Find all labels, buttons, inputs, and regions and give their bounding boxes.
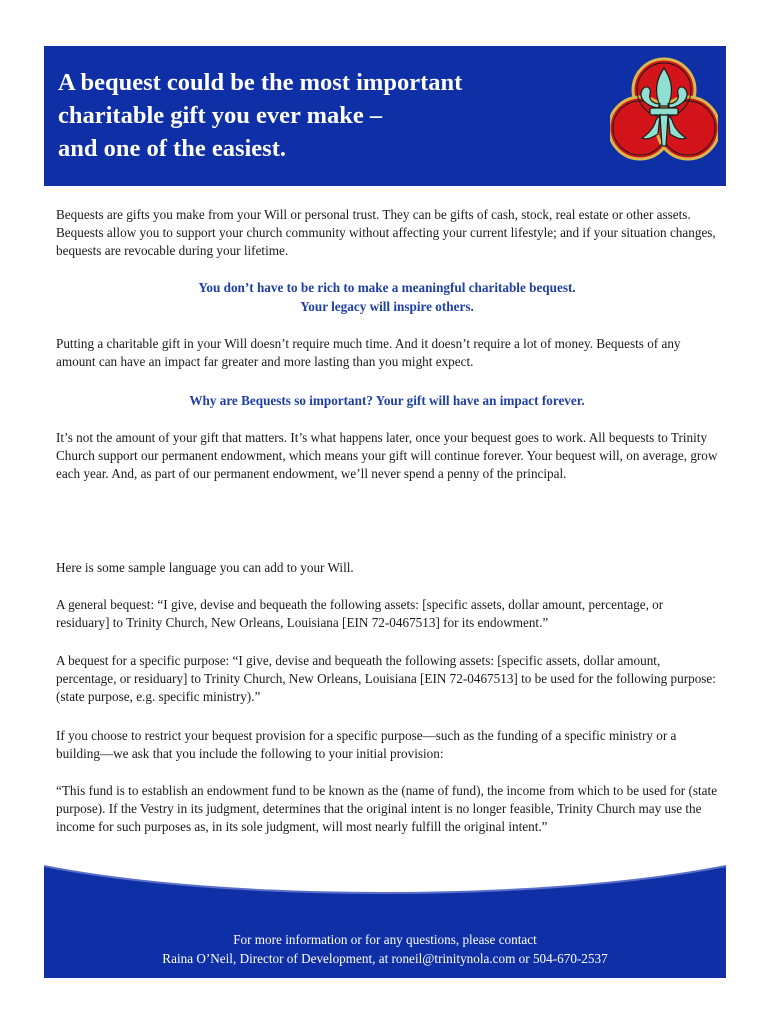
callout-rich-line-2: Your legacy will inspire others. [300, 298, 474, 314]
title-line-2: charitable gift you ever make – [58, 102, 383, 129]
callout-rich [56, 279, 718, 316]
fund-clause-paragraph: “This fund is to establish an endowment fund to be known as the (name of fund), the income from which to be used for (state purpose). If the Vestry in its judgment, determines that the original intent is no longer feasible, Trinity Church may use the income for such purposes as, in its sole judgment, will most nearly fulfill the original intent.” [56, 783, 718, 835]
general-bequest-paragraph: A general bequest: “I give, devise and bequeath the following assets: [specific assets, dollar amount, percentage, or residuary] to Trinity Church, New Orleans, Louisiana [EIN 72-0467513] for its endowment.” [56, 597, 664, 631]
restrict-paragraph: If you choose to restrict your bequest provision for a specific purpose—such as the funding of a specific ministry or a building—we ask that you include the following to your initial provision: [56, 728, 677, 762]
specific-purpose-paragraph: A bequest for a specific purpose: “I give, devise and bequeath the following assets: [specific assets, dollar amount, percentage, or residuary] to Trinity Church, New Orleans, Louisiana [EIN 72-0467513] to be used for the following purpose: (state purpose, e.g. specific ministry).” [56, 653, 716, 705]
footer-banner [44, 860, 726, 978]
title-line-3: and one of the easiest. [58, 135, 286, 162]
callout-rich-line-1: You don’t have to be rich to make a meaningful charitable bequest. [198, 280, 576, 295]
footer-line-2: Raina O’Neil, Director of Development, at roneil@trinitynola.com or 504-670-2537 [162, 951, 608, 966]
trinity-fleur-de-lis-logo-icon [610, 54, 718, 166]
title-line-1: A bequest could be the most important [58, 69, 463, 96]
footer-contact [44, 930, 726, 968]
callout-importance [56, 392, 718, 411]
intro-paragraph: Bequests are gifts you make from your Will or personal trust. They can be gifts of cash, stock, real estate or other assets. Bequests allow you to support your church community without affecting your current lifestyle; and if your situation changes, bequests are revocable during your lifetime. [56, 207, 716, 259]
impact-paragraph: It’s not the amount of your gift that matters. It’s what happens later, once your bequest goes to work. All bequests to Trinity Church support our permanent endowment, which means your gift will continue forever. Your bequest will, on average, grow each year. And, as part of our permanent endowment, we’ll never spend a penny of the principal. [56, 430, 718, 482]
time-money-paragraph: Putting a charitable gift in your Will doesn’t require much time. And it doesn’t require a lot of money. Bequests of any amount can have an impact far greater and more lasting than you might expect. [56, 336, 681, 370]
header-banner [44, 46, 726, 186]
page-title [58, 66, 538, 165]
footer-line-1: For more information or for any questions, please contact [233, 932, 537, 947]
sample-intro-paragraph: Here is some sample language you can add to your Will. [56, 560, 354, 575]
callout-importance-text: Why are Bequests so important? Your gift will have an impact forever. [189, 393, 585, 408]
